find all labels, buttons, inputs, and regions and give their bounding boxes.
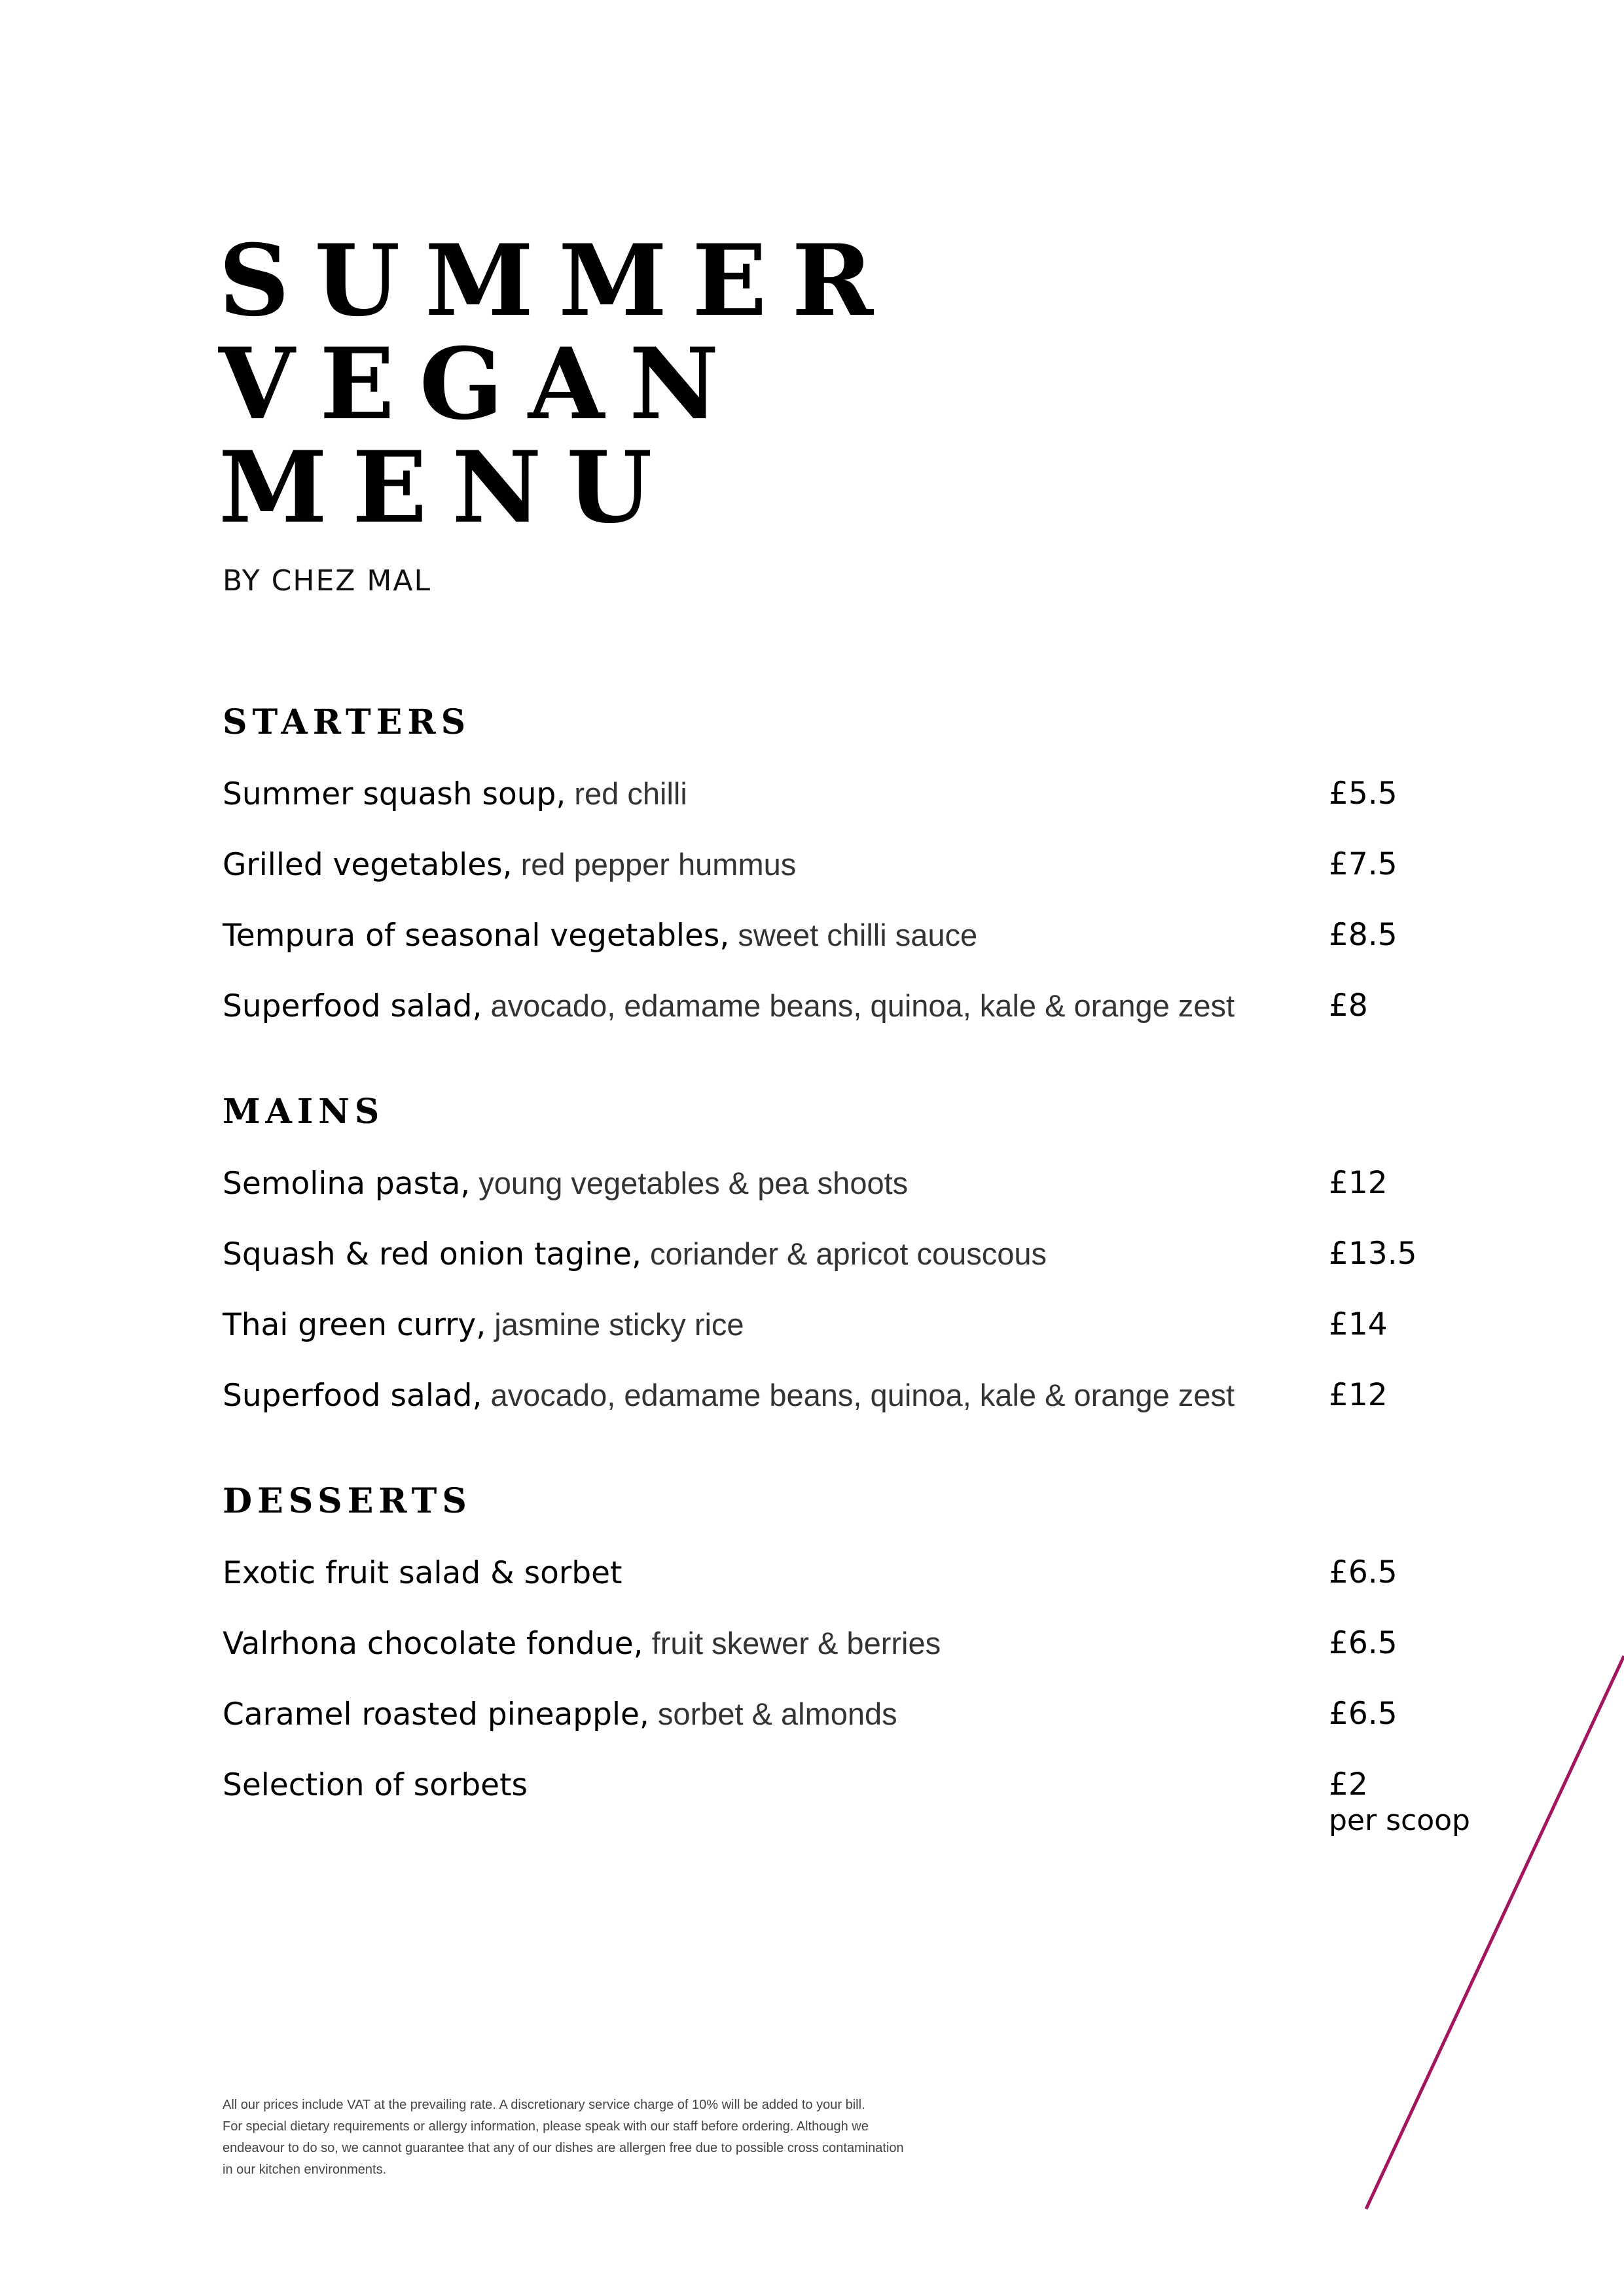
menu-item [223, 1165, 1466, 1211]
item-name: Superfood salad, [223, 988, 482, 1024]
menu-item [223, 1696, 1466, 1742]
item-price: £6.5 [1329, 1625, 1398, 1661]
footnote-line: All our prices include VAT at the prevailing rate. A discretionary service charge of 10% will be added to your bill. [223, 2098, 865, 2112]
menu-item [223, 1377, 1466, 1423]
item-description: red pepper hummus [512, 847, 797, 882]
menu-item [223, 776, 1466, 821]
footnote-line: in our kitchen environments. [223, 2162, 387, 2177]
item-description: coriander & apricot couscous [641, 1236, 1047, 1271]
item-name: Thai green curry, [223, 1307, 486, 1343]
price-note: per scoop [1329, 1804, 1470, 1837]
item-description: sorbet & almonds [649, 1696, 897, 1731]
menu-item [223, 1767, 1466, 1812]
item-price: £6.5 [1329, 1696, 1398, 1732]
item-price: £5.5 [1329, 776, 1398, 812]
item-price: £13.5 [1329, 1236, 1417, 1272]
section-heading-starters: STARTERS [223, 702, 471, 742]
item-description: fruit skewer & berries [643, 1626, 941, 1660]
title-line-1: SUMMER [219, 223, 899, 338]
menu-item [223, 917, 1466, 963]
item-price: £6.5 [1329, 1554, 1398, 1590]
item-name: Summer squash soup, [223, 776, 566, 812]
item-price: £2 [1329, 1767, 1368, 1803]
item-description: sweet chilli sauce [729, 918, 978, 952]
item-name: Exotic fruit salad & sorbet [223, 1555, 623, 1591]
menu-item [223, 1554, 1466, 1600]
menu-item [223, 988, 1466, 1033]
item-price: £7.5 [1329, 846, 1398, 882]
item-description: avocado, edamame beans, quinoa, kale & orange zest [482, 1378, 1235, 1412]
menu-item [223, 846, 1466, 892]
item-name: Selection of sorbets [223, 1767, 528, 1803]
menu-item [223, 1625, 1466, 1671]
menu-item [223, 1306, 1466, 1352]
item-price: £12 [1329, 1165, 1388, 1201]
menu-item [223, 1236, 1466, 1282]
item-price: £8.5 [1329, 917, 1398, 953]
title-line-3: MENU [219, 430, 677, 545]
item-description: red chilli [566, 776, 687, 811]
item-name: Grilled vegetables, [223, 847, 513, 883]
item-description: avocado, edamame beans, quinoa, kale & orange zest [482, 988, 1235, 1023]
item-name: Caramel roasted pineapple, [223, 1696, 649, 1732]
title-line-2: VEGAN [219, 327, 744, 442]
menu-subtitle: BY CHEZ MAL [223, 564, 431, 598]
section-heading-mains: MAINS [223, 1092, 385, 1132]
section-heading-desserts: DESSERTS [223, 1481, 472, 1521]
item-name: Superfood salad, [223, 1378, 482, 1414]
footnote-line: endeavour to do so, we cannot guarantee that any of our dishes are allergen free due to possible cross contamination [223, 2141, 904, 2155]
menu-title [219, 223, 899, 545]
item-description: young vegetables & pea shoots [470, 1166, 909, 1200]
item-description: jasmine sticky rice [486, 1307, 744, 1342]
item-price: £12 [1329, 1377, 1388, 1413]
item-name: Semolina pasta, [223, 1166, 471, 1202]
item-name: Squash & red onion tagine, [223, 1236, 641, 1272]
footnote-line: For special dietary requirements or allergy information, please speak with our staff before ordering. Although we [223, 2119, 869, 2134]
item-price: £14 [1329, 1306, 1388, 1342]
item-name: Valrhona chocolate fondue, [223, 1626, 643, 1662]
item-name: Tempura of seasonal vegetables, [223, 918, 730, 954]
footnote [223, 2094, 1074, 2181]
item-price: £8 [1329, 988, 1368, 1024]
